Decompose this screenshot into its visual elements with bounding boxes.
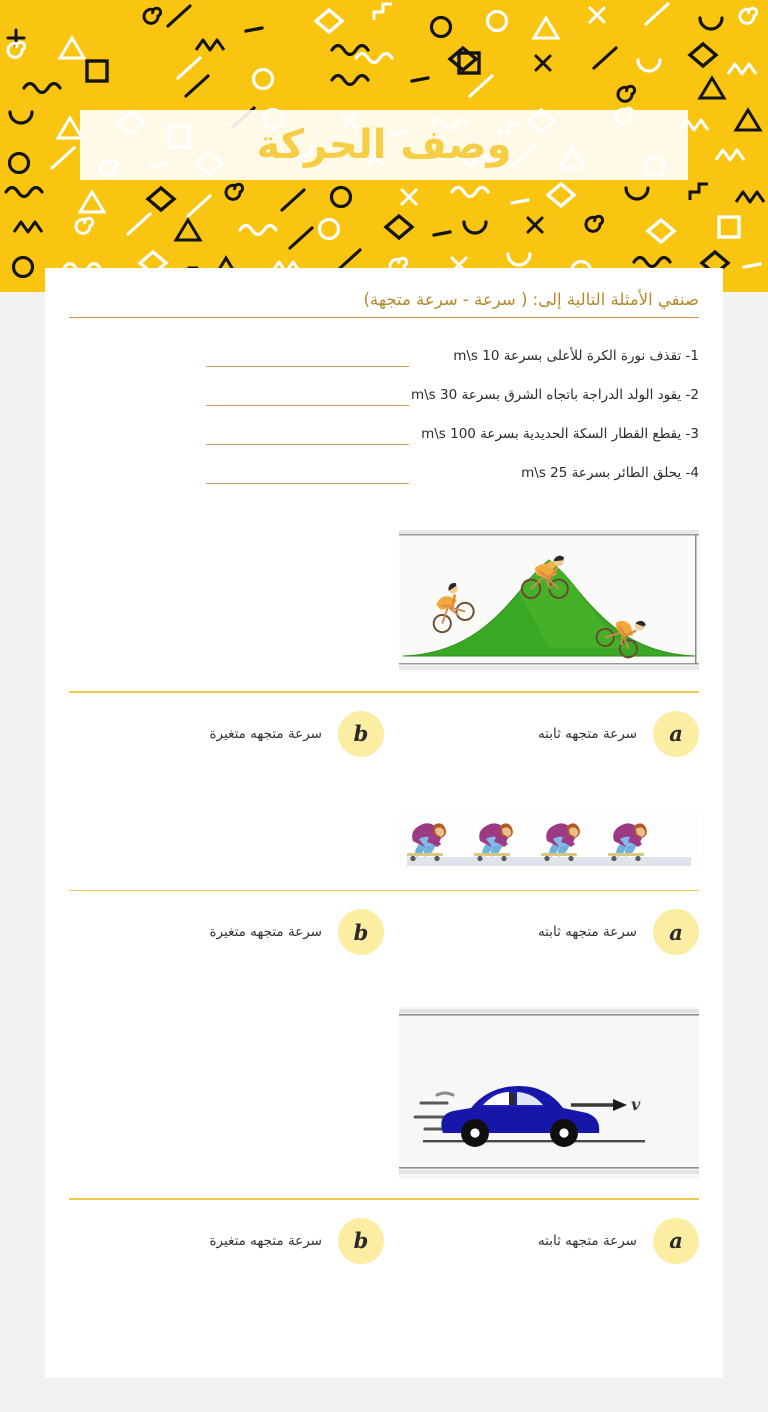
classification-answer-blank[interactable] <box>206 415 409 445</box>
classification-item-text: 1- تقذف نورة الكرة للأعلى بسرعة 10 m\s <box>453 348 699 365</box>
option-letter-bubble: a <box>653 909 699 955</box>
classification-question <box>69 288 699 484</box>
classification-heading: صنفي الأمثلة التالية إلى: ( سرعة - سرعة متجهة) <box>363 290 699 309</box>
classification-item-text: 3- يقطع القطار السكة الحديدية بسرعة 100 m\s <box>421 426 699 443</box>
skateboarders-image <box>399 813 699 871</box>
classification-answer-blank[interactable] <box>206 337 409 367</box>
option-a[interactable] <box>384 711 699 757</box>
question-car <box>69 1007 699 1264</box>
heading-divider <box>69 317 699 318</box>
classification-item-text: 4- يحلق الطائر بسرعة 25 m\s <box>521 465 699 482</box>
option-label: سرعة متجهه متغيرة <box>209 924 322 941</box>
list-item <box>69 367 699 406</box>
options-cyclists <box>69 693 699 757</box>
list-item <box>69 328 699 367</box>
options-skateboarders <box>69 891 699 955</box>
velocity-symbol: v <box>631 1095 641 1115</box>
option-label: سرعة متجهه متغيرة <box>209 725 322 742</box>
option-letter-bubble: a <box>653 711 699 757</box>
option-b[interactable] <box>69 711 384 757</box>
option-letter-bubble: b <box>338 711 384 757</box>
spacer <box>69 959 699 1007</box>
question-cyclists <box>69 530 699 757</box>
option-a[interactable] <box>384 1218 699 1264</box>
cyclists-image-wrap <box>399 530 699 677</box>
classification-answer-blank[interactable] <box>206 454 409 484</box>
option-label: سرعة متجهه ثابته <box>537 924 637 941</box>
option-a[interactable] <box>384 909 699 955</box>
option-label: سرعة متجهه ثابته <box>537 1232 637 1249</box>
spacer <box>69 761 699 813</box>
blue-car-velocity-image <box>399 1007 699 1179</box>
option-b[interactable] <box>69 1218 384 1264</box>
car-image-wrap <box>399 1007 699 1184</box>
options-car <box>69 1200 699 1264</box>
classification-answer-blank[interactable] <box>206 376 409 406</box>
option-letter-bubble: b <box>338 1218 384 1264</box>
hero-banner <box>0 0 768 292</box>
classification-list <box>69 328 699 484</box>
option-label: سرعة متجهه متغيرة <box>209 1232 322 1249</box>
title-banner <box>80 110 688 180</box>
cyclists-on-hill-image <box>399 530 699 672</box>
option-label: سرعة متجهه ثابته <box>537 725 637 742</box>
list-item <box>69 445 699 484</box>
option-letter-bubble: a <box>653 1218 699 1264</box>
skateboarders-image-wrap <box>399 813 699 876</box>
option-b[interactable] <box>69 909 384 955</box>
question-skateboarders <box>69 813 699 956</box>
classification-item-text: 2- يقود الولد الدراجة باتجاه الشرق بسرعة 30 m\s <box>410 387 699 404</box>
list-item <box>69 406 699 445</box>
worksheet-card <box>45 268 723 1378</box>
page-title: وصف الحركة <box>256 122 512 168</box>
option-letter-bubble: b <box>338 909 384 955</box>
